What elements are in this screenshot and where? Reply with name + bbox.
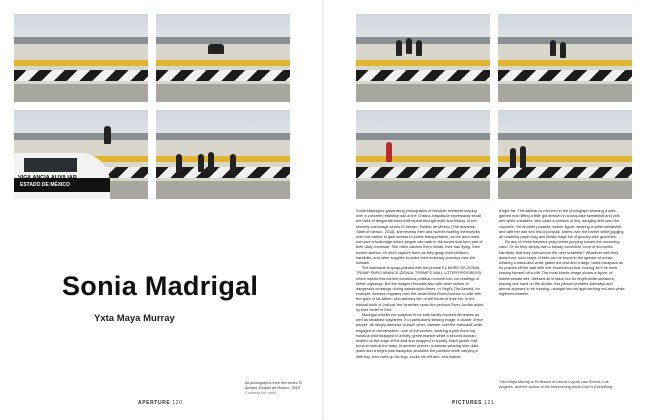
right-folio — [452, 400, 494, 406]
body-column-2 — [499, 209, 625, 297]
left-folio — [138, 400, 182, 406]
paragraph: a tight fist. This tableau is mirrored in the photograph showing a dark-garbed man lifting a little girl dressed in a turquoise sweatshirt and pink and white sneakers, who casts a shadow of tiny, dangling feet onto the concrete. Yet another possible mother figure, wearing a white sweatshirt and with her hair tied into a ponytail, totters over the barrier while juggling an unwieldy paper bag and plastic bags full of grocery-size groceries. — [499, 209, 624, 240]
paragraph: The barricade is spray-painted with the phrase EL MURO DE DONAL TRUMP PURO ABANCE (DONAL TROMP'S WALL UTTER PROGRESS), which inserts this current conscious political moment into our readings of these odysseys. But the images resonate also with older stories of dangerous crossings during catastrophic times. In Virgil's The Aeneid, for example, Aeneas migrates over the death-filled River Acheron to visit with the spirit of his father, who assures him of the future of their kin. In the biblical book of Joshua, the Israelites cross the perilous River Jordan aided by their belief in God. — [356, 266, 484, 312]
left-folio-label: APERTURE — [138, 400, 171, 406]
photo-left-2 — [156, 14, 290, 102]
photo-right-3 — [356, 110, 490, 199]
caption-credit: Courtesy the artist — [245, 391, 276, 395]
author-bio: Yxta Maya Murray is Professor of Law at Loyola Law School, Los Angeles, and the author of the forthcoming novel God Is Everything. — [499, 380, 614, 389]
right-folio-label: PICTURES — [452, 400, 483, 406]
photo-right-1 — [356, 14, 490, 102]
article-title: Sonia Madrigal — [62, 271, 259, 301]
body-column-1 — [356, 209, 485, 360]
photo-right-4 — [498, 110, 632, 199]
police-car — [14, 153, 110, 199]
photo-right-2 — [498, 14, 632, 102]
photo-left-3 — [14, 110, 148, 199]
photo-caption — [245, 381, 305, 396]
photo-left-1 — [14, 14, 148, 102]
left-folio-number: 120 — [172, 400, 183, 406]
caption-text: All photographs from the series El Abrazo, Estado de México, 2019 — [245, 381, 302, 390]
spine-gutter — [322, 0, 324, 420]
right-folio-number: 121 — [484, 400, 495, 406]
article-author: Yxta Maya Murray — [94, 313, 175, 324]
photo-left-4 — [156, 110, 290, 199]
car-text-line2: ESTADO DE MÉXICO — [20, 182, 70, 189]
car-text-line1: VIGILANCIA AUXILIAR — [18, 174, 77, 181]
paragraph: Sonia Madrigal's galvanizing photographs of Mexican residents leaping over a concrete retaining wall of the Chalco–Ixtapaluca expressway recall the tales of desperate treks that repeat through myth and history. In her seventy-one-image series El Abrazo, Estado de México (The advance, State of Mexico, 2018), she reveals men and women hurtling themselves over this barrier to gain access to public transportation, as the area does not have a footbridge where people can walk to the buses that form part of their daily commute. She often catches them midair, their hair flying, their bodies akimbo. Or she'll capture them as they grasp their children, handbills, and other supplies to make their unsteady journeys over the bulwark. — [356, 209, 483, 266]
paragraph: Do any of these travelers pray before jumping toward the oncoming cars? Or do they simply own a steady conviction, born of economic hardship, that they can survive the next scramble? Whatever well they draw from, such leaps of faith can be found in the specter of a man wearing a black-and-white patterned vest and a large, black backpack as he pushes off the wall with one brown-shod foot, looking as if he were tossing himself off a cliff. The most kinetic image shows a figure, of indeterminate sex, dressed all in black but for bright-white sneakers; placing one hand on the divider, this person levitates sideways and almost appears to be running—straight into an approaching red-and-white eighteen-wheeler. — [499, 240, 625, 297]
paragraph: Madrigal reveals her subjects to be both family-focused Aeneases as well as steadfast wayfarers. In a particularly striking image, a cluster of five people, all deeply attentive to each other, clamber over the barricade while engaged in conversation—one of the women, wearing a pink floral top, hoists a child wrapped in a fluffy, green blanket while a second woman, seated on the edge of the wall and wrapped in a puffy, black jacket, half turns to look at the baby. In another picture, a woman wearing slim, dark jeans and a bright-pink backpack straddles the partition while carrying a little boy, who curls up his legs, cocks his left arm, and makes — [356, 313, 484, 359]
